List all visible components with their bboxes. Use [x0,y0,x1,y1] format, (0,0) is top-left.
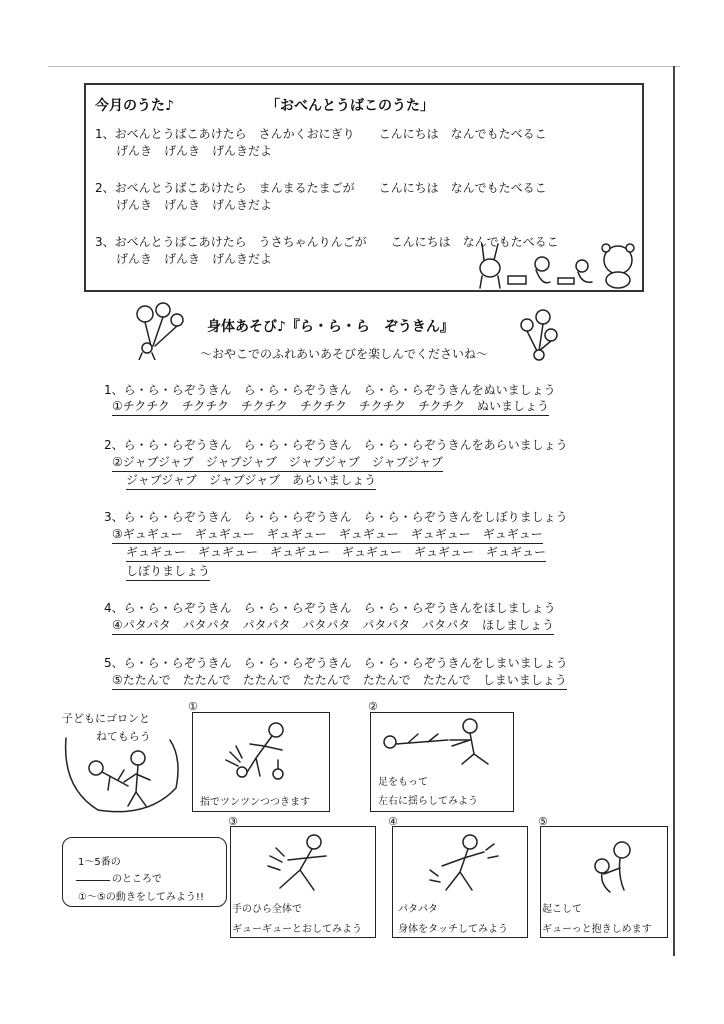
panel-5-illustration [560,836,660,896]
step-3-action-2: ギュギュー ギュギュー ギュギュー ギュギュー ギュギュー ギュギュー [126,543,546,562]
panel-3-caption-2: ギューギューとおしてみよう [232,924,362,935]
panel-1-caption: 指でツンツンつつきます [200,797,310,808]
verse-3-line-2: げんき げんき げんきだよ [116,252,273,266]
step-3-main: 3、ら・ら・らぞうきん ら・ら・らぞうきん ら・ら・らぞうきんをしぼりましょう [104,510,568,524]
game-title: 身体あそび♪『ら・ら・ら ぞうきん』 [207,319,454,335]
panel-4-caption-2: 身体をタッチしてみよう [398,924,508,935]
panel-1-illustration [200,716,320,788]
panel-3-caption-1: 手のひら全体で [232,904,302,915]
song-title: 「おべんとうばこのうた」 [266,98,434,114]
panel-3-number: ③ [228,815,238,828]
note-line-3: ①～⑤の動きをしてみよう!! [78,892,204,903]
panel-2-caption-1: 足をもって [378,777,428,788]
panel-2-illustration [378,716,506,766]
balloons-left-illustration [125,300,195,360]
step-3-action-1: ③ギュギュー ギュギュー ギュギュー ギュギュー ギュギュー ギュギュー [112,525,543,544]
note-blank-line [76,880,110,881]
verse-1-line-2: げんき げんき げんきだよ [116,144,273,158]
step-3-action-3: しぼりましょう [126,562,210,581]
panel-4-illustration [400,830,520,896]
step-2-action-1: ②ジャブジャブ ジャブジャブ ジャブジャブ ジャブジャブ [112,453,443,472]
panel-5-number: ⑤ [538,815,548,828]
step-1-action: ①チクチク チクチク チクチク チクチク チクチク チクチク ぬいましょう [112,397,549,416]
step-2-main: 2、ら・ら・らぞうきん ら・ら・らぞうきん ら・ら・らぞうきんをあらいましょう [104,438,568,452]
panel-2-caption-2: 左右に揺らしてみよう [378,796,478,807]
panel-3-illustration [240,830,368,896]
song-heading: 今月のうた♪ [95,98,174,114]
top-rule [48,66,680,67]
verse-2-line-2: げんき げんき げんきだよ [116,198,273,212]
animals-illustration [470,238,640,290]
panel-4-caption-1: パタパタ [398,904,438,915]
step-5-main: 5、ら・ら・らぞうきん ら・ら・らぞうきん ら・ら・らぞうきんをしまいましょう [104,656,568,670]
intro-illustration [58,718,183,818]
balloons-right-illustration [505,305,565,365]
verse-1-line-1: 1、おべんとうばこあけたら さんかくおにぎり こんにちは なんでもたべるこ [95,127,547,141]
verse-3-line-1: 3、おべんとうばこあけたら うさちゃんりんごが こんにちは なんでもたべるこ [95,235,559,249]
note-line-2: のところで [112,874,162,885]
step-1-main: 1、ら・ら・らぞうきん ら・ら・らぞうきん ら・ら・らぞうきんをぬいましょう [104,383,556,397]
panel-5-caption-2: ギューっと抱きしめます [542,924,652,935]
game-subtitle: ～おやこでのふれあいあそびを楽しんでくださいね～ [200,347,489,361]
panel-1-number: ① [188,700,198,713]
right-rule [673,66,675,956]
panel-4-number: ④ [388,815,398,828]
step-4-main: 4、ら・ら・らぞうきん ら・ら・らぞうきん ら・ら・らぞうきんをほしましょう [104,601,556,615]
panel-2-number: ② [368,700,378,713]
note-line-1: 1～5番の [78,857,121,868]
intro-line-2: ねてもらう [96,730,151,743]
verse-2-line-1: 2、おべんとうばこあけたら まんまるたまごが こんにちは なんでもたべるこ [95,181,547,195]
intro-line-1: 子どもにゴロンと [62,712,150,725]
panel-5-caption-1: 起こして [542,904,582,915]
step-2-action-2: ジャブジャブ ジャブジャブ あらいましょう [126,471,376,490]
step-5-action: ⑤たたんで たたんで たたんで たたんで たたんで たたんで しまいましょう [112,671,567,690]
step-4-action: ④パタパタ パタパタ パタパタ パタパタ パタパタ パタパタ ほしましょう [112,616,554,635]
